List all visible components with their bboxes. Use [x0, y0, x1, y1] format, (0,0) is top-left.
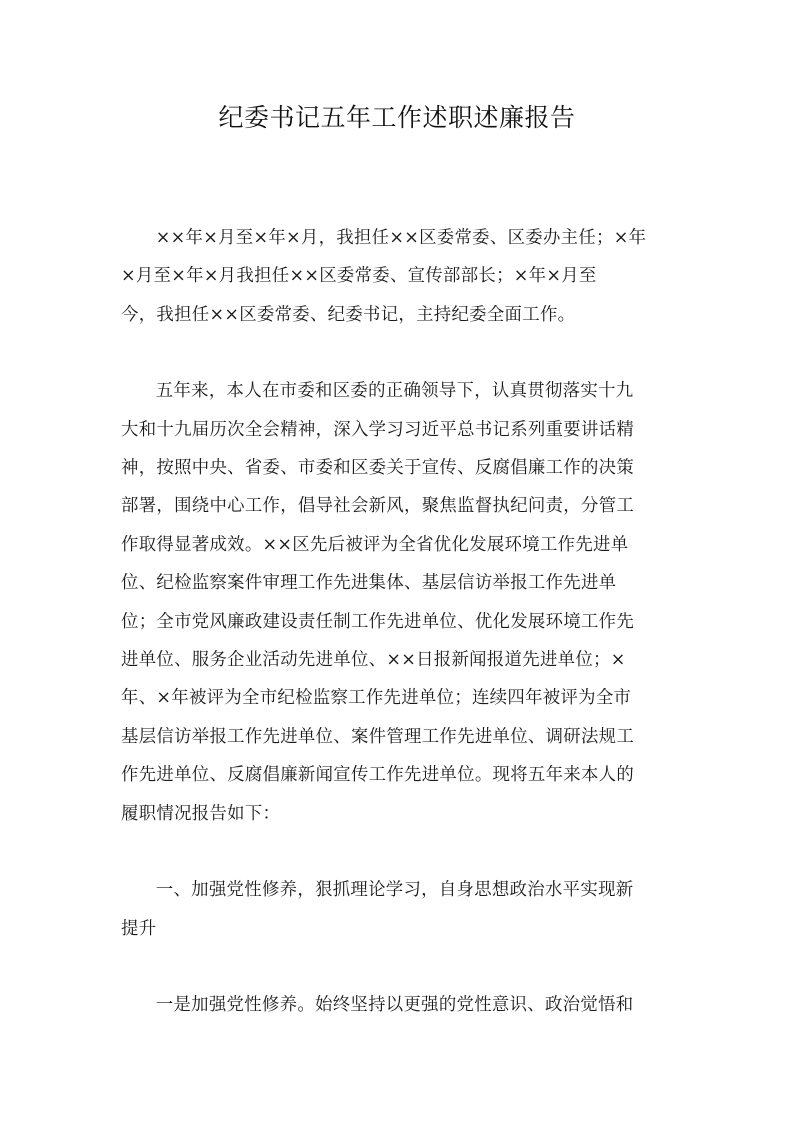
paragraph-achievements	[121, 372, 681, 833]
paragraph-line: 基层信访举报工作先进单位、案件管理工作先进单位、调研法规工	[121, 726, 635, 747]
document-body	[121, 219, 681, 1062]
paragraph-line: 进单位、服务企业活动先进单位、××日报新闻报道先进单位；×	[121, 650, 626, 671]
paragraph-line: 作先进单位、反腐倡廉新闻宣传工作先进单位。现将五年来本人的	[121, 765, 635, 786]
section-heading-1	[121, 871, 681, 948]
paragraph-line: 位；全市党风廉政建设责任制工作先进单位、优化发展环境工作先	[121, 611, 635, 632]
paragraph-line: 今，我担任××区委常委、纪委书记，主持纪委全面工作。	[121, 304, 576, 325]
paragraph-party-spirit	[121, 986, 681, 1024]
paragraph-line: 神，按照中央、省委、市委和区委关于宣传、反腐倡廉工作的决策	[121, 458, 635, 479]
paragraph-line: 提升	[121, 918, 157, 939]
paragraph-line: 位、纪检监察案件审理工作先进集体、基层信访举报工作先进单	[121, 573, 617, 594]
paragraph-line: 五年来，本人在市委和区委的正确领导下，认真贯彻落实十九	[155, 381, 634, 402]
paragraph-line: 部署，围绕中心工作，倡导社会新风，聚焦监督执纪问责，分管工	[121, 496, 635, 517]
paragraph-line: 一是加强党性修养。始终坚持以更强的党性意识、政治觉悟和	[155, 994, 634, 1015]
paragraph-tenure	[121, 219, 681, 334]
paragraph-line: ××年×月至×年×月，我担任××区委常委、区委办主任；×年	[155, 228, 647, 248]
paragraph-line: 履职情况报告如下：	[121, 803, 281, 824]
paragraph-line: ×月至×年×月我担任××区委常委、宣传部部长；×年×月至	[121, 266, 597, 287]
paragraph-line: 大和十九届历次全会精神，深入学习习近平总书记系列重要讲话精	[121, 419, 635, 440]
paragraph-line: 一、加强党性修养，狠抓理论学习，自身思想政治水平实现新	[155, 880, 634, 901]
document-title: 纪委书记五年工作述职述廉报告	[218, 103, 576, 132]
paragraph-line: 年、×年被评为全市纪检监察工作先进单位；连续四年被评为全市	[121, 688, 632, 709]
paragraph-line: 作取得显著成效。××区先后被评为全省优化发展环境工作先进单	[121, 534, 629, 555]
